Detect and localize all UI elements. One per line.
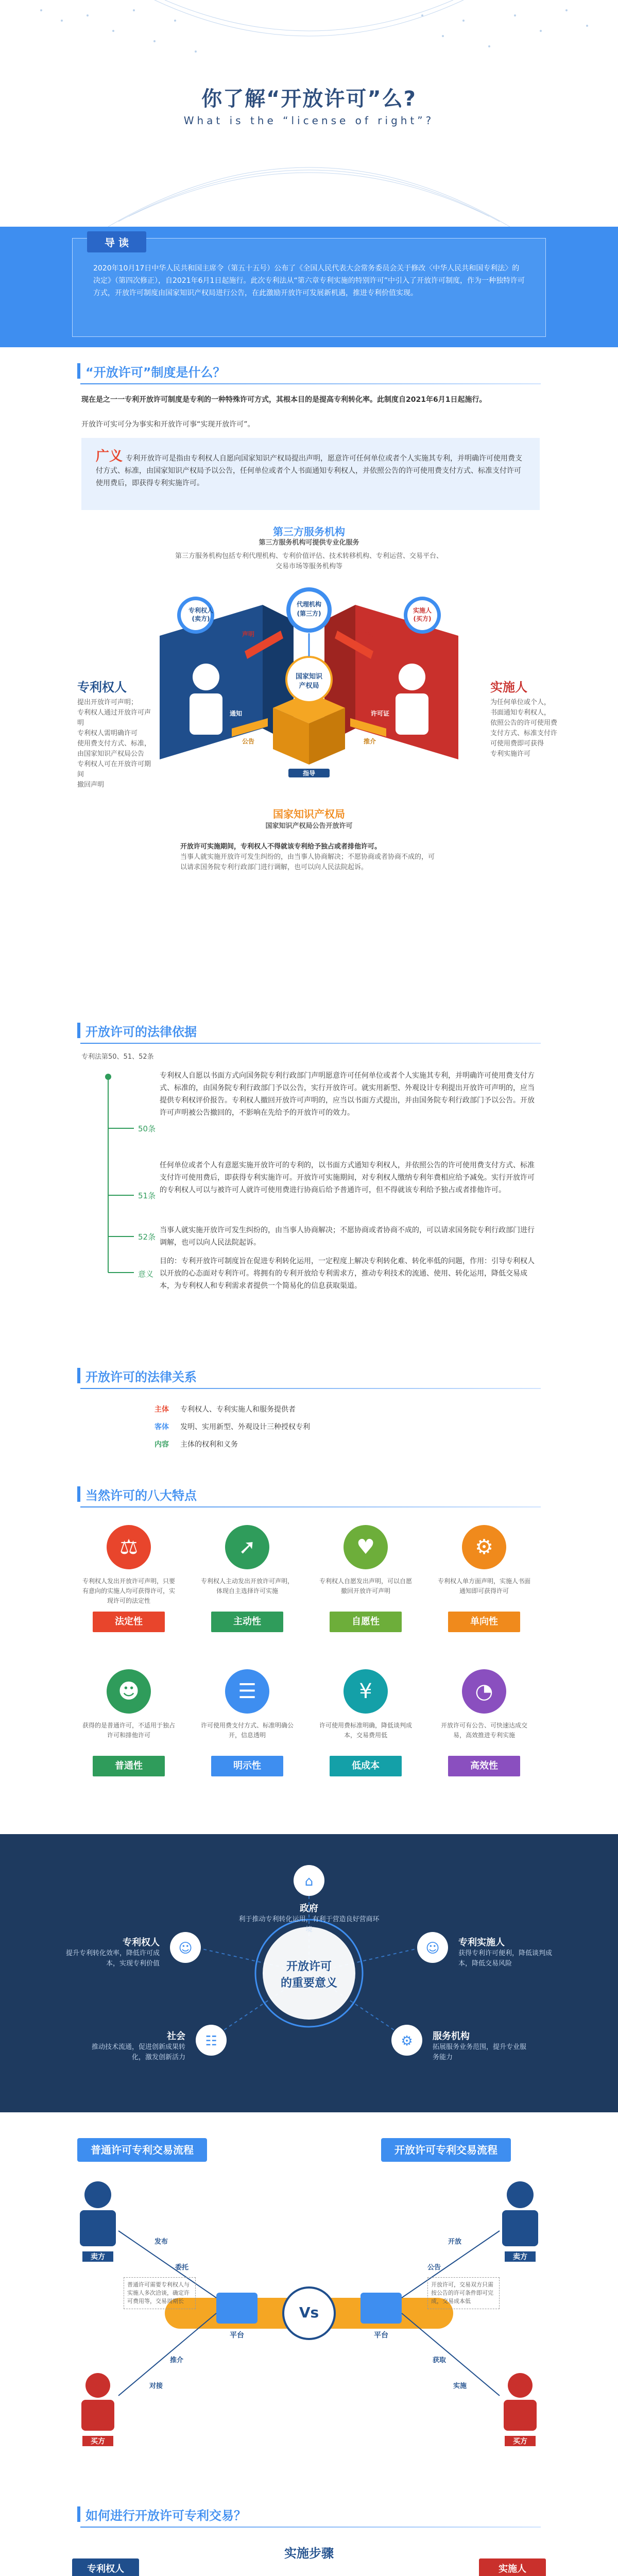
right-flow-title: 开放许可专利交易流程 xyxy=(381,2138,511,2162)
left-flow-label: 推介 xyxy=(170,2357,184,2364)
section-title: 当然许可的八大特点 xyxy=(85,1488,197,1503)
gear-icon: ⚙ xyxy=(462,1525,506,1569)
feature-desc: 专利权人发出开放许可声明，只要有意向的实施人均可获得许可，实现许可的法定性 xyxy=(82,1578,176,1604)
node-guide: 指导 xyxy=(288,769,330,777)
feature-card xyxy=(82,1525,175,1632)
feature-name: 自愿性 xyxy=(330,1612,402,1632)
section-title: 如何进行开放许可专利交易？ xyxy=(85,2508,246,2523)
right-buyer: 买方 xyxy=(505,2436,536,2446)
owner-title: 专利权人 xyxy=(123,1937,160,1948)
section-title: 开放许可的法律关系 xyxy=(85,1369,197,1384)
third-party-title: 第三方服务机构 xyxy=(273,526,345,538)
left-platform: 平台 xyxy=(230,2331,244,2340)
feature-desc: 专利权人主动发出开放许可声明，体现自主选择许可实施 xyxy=(201,1578,294,1595)
steps-title: 实施步骤 xyxy=(284,2546,334,2561)
node-owner-l2: (卖方) xyxy=(192,615,210,622)
chart-icon: ◔ xyxy=(462,1669,506,1714)
licensee-title: 专利实施人 xyxy=(458,1937,505,1948)
feature-card xyxy=(319,1525,412,1632)
society-icon: ☷ xyxy=(205,2033,217,2049)
steps-owner: 专利权人 xyxy=(72,2558,139,2576)
section-header xyxy=(77,1020,197,1041)
clause-num: 50条 xyxy=(138,1124,156,1133)
right-flow-note: 开放许可，交易双方只需按公告的许可条件即可完成，交易成本低 xyxy=(427,2277,500,2309)
owner-desc: 提升专利转化效率，降低许可成本，实现专利价值 xyxy=(65,1950,160,1968)
gov-desc: 利于推动专利转化运用，有利于营造良好营商环境 xyxy=(238,1916,380,1934)
intro-tag: 导 读 xyxy=(87,231,146,252)
intro-section xyxy=(0,227,618,347)
clause-num: 51条 xyxy=(138,1191,156,1200)
gov-title: 政府 xyxy=(300,1903,318,1914)
section-law xyxy=(0,1020,618,1329)
people-icon: ☻ xyxy=(107,1669,151,1714)
right-flow-label: 获取 xyxy=(433,2357,447,2364)
cost-icon: ¥ xyxy=(344,1669,388,1714)
section-header xyxy=(77,1484,197,1504)
section-header xyxy=(77,1365,197,1386)
node-cnipa-l1: 国家知识 xyxy=(295,673,322,681)
left-flow-label: 对接 xyxy=(149,2382,163,2390)
feature-name: 低成本 xyxy=(330,1756,402,1776)
arrow-label-recommend: 推介 xyxy=(364,738,376,745)
left-flow-label: 委托 xyxy=(175,2264,189,2272)
feature-desc: 专利权人自愿发出声明，可以自愿撤回开放许可声明 xyxy=(319,1578,413,1595)
clause-text: 目的：专利开放许可制度旨在促进专利转化运用，一定程度上解决专利转化难、转化率低的问题，作用：引导专利权人以开放的心态面对专利许可。将拥有的专利开放给专利需求方，推动专利技术的流通、使用、转化运用，降低交易成本，为专利权人和专利需求者提供一个简易化的信息获取渠道。 xyxy=(160,1257,535,1290)
clause-num: 意义 xyxy=(138,1269,154,1279)
feature-name: 法定性 xyxy=(93,1612,165,1632)
left-seller: 卖方 xyxy=(82,2251,113,2262)
vs-badge: Vs xyxy=(299,2304,319,2321)
scale-icon: ⚖ xyxy=(107,1525,151,1569)
clause-num: 52条 xyxy=(138,1232,156,1242)
right-flow-label: 公告 xyxy=(427,2264,441,2272)
left-flow-note: 普通许可需要专利权人与实施人多次洽谈，确定许可费用等，交易周期长 xyxy=(124,2277,196,2309)
hero-decoration xyxy=(0,0,618,227)
section-what-is xyxy=(0,347,618,1012)
feature-name: 高效性 xyxy=(448,1756,520,1776)
society-desc: 推动技术流通，促进创新成果转化，激发创新活力 xyxy=(91,2043,185,2061)
feature-card xyxy=(82,1669,175,1776)
law-tree-lines xyxy=(103,1066,144,1283)
law-sub: 专利法第50、51、52条 xyxy=(81,1053,154,1061)
right-platform: 平台 xyxy=(374,2331,388,2340)
node-cnipa-l2: 产权局 xyxy=(299,682,319,690)
owner-title: 专利权人 xyxy=(77,680,127,694)
right-flow-label: 开放 xyxy=(448,2238,462,2246)
section-steps xyxy=(0,2504,618,2576)
left-flow-title: 普通许可专利交易流程 xyxy=(77,2138,207,2162)
left-flow-label: 发布 xyxy=(154,2238,168,2246)
feature-desc: 获得的是普通许可，不适用于独占许可和排他许可 xyxy=(82,1722,176,1739)
licensee-title: 实施人 xyxy=(490,680,527,694)
owner-desc: 提出开放许可声明； 专利权人通过开放许可声明 专利权人需明确许可 使用费支付方式、标准， 由国家知识产权局公告 专利权人可在开放许可期间 撤回声明 xyxy=(77,699,151,789)
cnipa-sub: 国家知识产权局公告开放许可 xyxy=(265,822,353,830)
doc-icon: ☰ xyxy=(225,1669,269,1714)
relation-row: 内容 主体的权利和义务 xyxy=(154,1440,238,1449)
feature-card xyxy=(201,1669,294,1776)
clause-text: 任何单位或者个人有意愿实施开放许可的专利的，以书面方式通知专利权人，并依照公告的许可使用费支付方式、标准支付许可使用费后，即获得专利实施许可。开放许可实施期间，对专利权人缴纳专利年费相应给予减免。实行开放许可的专利权人可以与被许可人就许可使用费进行协商后给予普通许可，但不得就该专利给予独占或者排他许可。 xyxy=(160,1161,535,1194)
steps-licensee: 实施人 xyxy=(479,2558,546,2576)
feature-card xyxy=(319,1669,412,1776)
arrow-label-declare: 声明 xyxy=(242,631,255,638)
section-flow-compare xyxy=(0,2128,618,2499)
node-agency-l1: 代理机构 xyxy=(296,601,321,608)
page-title: 你了解“开放许可”么? xyxy=(201,87,417,111)
right-flow-label: 实施 xyxy=(453,2382,467,2390)
para-2: 开放许可实可分为事实和开放许可事“实现开放许可”。 xyxy=(81,420,255,429)
arrow-label-license: 许可证 xyxy=(371,710,390,717)
node-agency-l2: (第三方) xyxy=(297,610,321,617)
feature-name: 单向性 xyxy=(448,1612,520,1632)
feature-card xyxy=(438,1669,530,1776)
node-licensee-l2: (买方) xyxy=(413,615,432,622)
third-party-desc: 第三方服务机构包括专利代理机构、专利价值评估、技术转移机构、专利运营、交易平台、交易市场等服务机构等 xyxy=(175,552,443,570)
heart-icon: ♥ xyxy=(344,1525,388,1569)
section-relationship xyxy=(0,1365,618,1463)
notes: 开放许可实施期间，专利权人不得就该专利给予独占或者排他许可。 当事人就实施开放许可发生纠纷的，由当事人协商解决；不愿协商或者协商不成的，可以请求国务院专利行政部门进行调解，也可以向人民法院起诉。 xyxy=(180,843,435,871)
service-title: 服务机构 xyxy=(433,2031,470,2042)
feature-name: 普通性 xyxy=(93,1756,165,1776)
section-header xyxy=(77,361,226,381)
page-subtitle: What is the “license of right”? xyxy=(183,114,435,127)
feature-desc: 开放许可有公告、可快速达成交易，高效推进专利实施 xyxy=(440,1722,527,1739)
node-owner-l1: 专利权人 xyxy=(188,607,213,614)
left-buyer: 买方 xyxy=(82,2436,113,2446)
para-1: 现在是之一一专利开放许可制度是专利的一种特殊许可方式，其根本目的是提高专利转化率。此制度自2021年6月1日起施行。 xyxy=(81,396,487,404)
relation-row: 主体 专利权人、专利实施人和服务提供者 xyxy=(154,1405,296,1414)
service-desc: 拓展服务业务范围，提升专业服务能力 xyxy=(433,2043,527,2061)
licensee-desc: 获得专利许可便利，降低谈判成本，降低交易风险 xyxy=(458,1950,553,1968)
owner-icon: ☺ xyxy=(178,1941,193,1956)
licensee-desc: 为任何单位或个人， 书面通知专利权人， 依照公告的许可使用费 支付方式、标准支付许 可使用费即可获得 专利实施许可 xyxy=(490,699,558,758)
section-header xyxy=(77,2504,246,2524)
arrow-label-notify: 通知 xyxy=(230,710,243,717)
licensee-icon: ☺ xyxy=(425,1941,440,1956)
walk-icon: ➚ xyxy=(225,1525,269,1569)
definition-text: 专利开放许可是指由专利权人自愿向国家知识产权局提出声明，愿意许可任何单位或者个人实施其专利，并明确许可使用费支付方式、标准，由国家知识产权局予以公告，任何单位或者个人书面通知专利权人，并依照公告的许可使用费支付方式、标准支付许可使用费后，即获得专利实施许可。 xyxy=(96,454,523,487)
intro-box xyxy=(72,238,546,337)
feature-desc: 许可使用费支付方式、标准明确公开，信息透明 xyxy=(201,1722,294,1739)
section-significance xyxy=(0,1834,618,2112)
feature-desc: 许可使用费标准明确，降低谈判成本，交易费用低 xyxy=(319,1722,413,1739)
cnipa-title: 国家知识产权局 xyxy=(273,808,345,820)
section-title: 开放许可的法律依据 xyxy=(85,1024,197,1039)
society-title: 社会 xyxy=(167,2031,185,2042)
service-icon: ⚙ xyxy=(401,2033,413,2049)
clause-text: 当事人就实施开放许可发生纠纷的，由当事人协商解决；不愿协商或者协商不成的，可以请求国务院专利行政部门进行调解，也可以向人民法院起诉。 xyxy=(160,1226,535,1247)
arrow-label-review: 审查 xyxy=(360,631,373,638)
feature-name: 主动性 xyxy=(211,1612,283,1632)
arrow-label-announce: 公告 xyxy=(242,738,255,745)
center-l1: 开放许可 xyxy=(286,1960,332,1973)
intro-text: 2020年10月17日中华人民共和国主席令（第五十五号）公布了《全国人民代表大会常务委员会关于修改〈中华人民共和国专利法〉的决定》（第四次修正），自2021年6月1日起施行。此次专利法从“第六章专利实施的特别许可”中引入了开放许可制度，作为一种独特许可方式，开放许可制度由国家知识产权局进行公告，在此激励开放许可发展新机遇，推进专利价值实现。 xyxy=(93,264,525,297)
feature-card xyxy=(438,1525,530,1632)
section-title: “开放许可”制度是什么？ xyxy=(85,365,226,380)
gov-icon: ⌂ xyxy=(304,1874,314,1889)
relation-row: 客体 发明、实用新型、外观设计三种授权专利 xyxy=(154,1423,310,1431)
hero-banner xyxy=(0,0,618,227)
definition-big: 广义 xyxy=(96,449,123,464)
right-seller: 卖方 xyxy=(505,2251,536,2262)
feature-name: 明示性 xyxy=(211,1756,283,1776)
node-licensee-l1: 实施人 xyxy=(413,607,432,614)
feature-desc: 专利权人单方面声明，实施人书面通知即可获得许可 xyxy=(438,1578,531,1595)
section-features xyxy=(0,1484,618,1824)
center-l2: 的重要意义 xyxy=(280,1977,337,1990)
clause-text: 专利权人自愿以书面方式向国务院专利行政部门声明愿意许可任何单位或者个人实施其专利，并明确许可使用费支付方式、标准的，由国务院专利行政部门予以公告，实行开放许可。就实用新型、外观设计专利提出开放许可声明的，应当提供专利权评价报告。专利权人撤回开放许可声明的，应当以书面方式提出，并由国务院专利行政部门予以公告。开放许可声明被公告撤回的，不影响在先给予的开放许可的效力。 xyxy=(160,1072,535,1117)
definition-box xyxy=(81,438,540,510)
third-party-sub: 第三方服务机构可提供专业化服务 xyxy=(259,539,359,547)
feature-card xyxy=(201,1525,294,1632)
